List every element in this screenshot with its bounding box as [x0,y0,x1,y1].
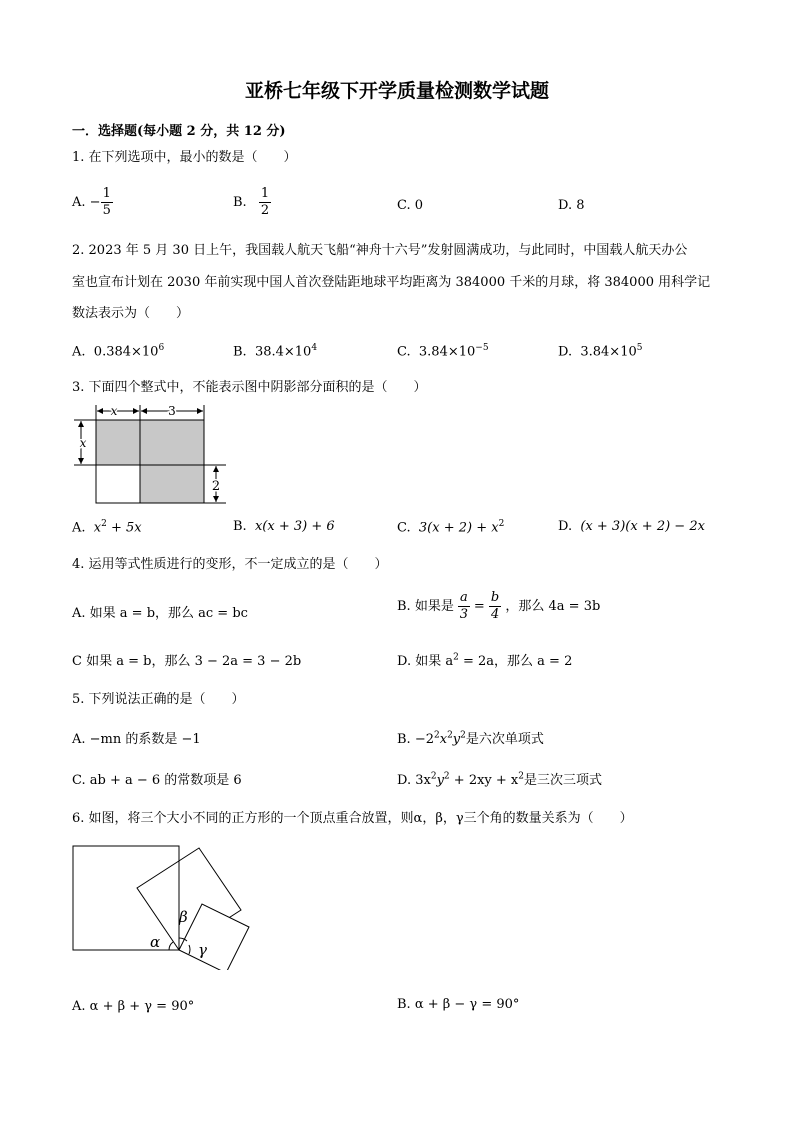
exponent: 2 [460,730,466,741]
q1-option-c: C. 0 [397,198,424,213]
angle-alpha-arc [169,942,173,950]
text: ，那么 4a = 3b [505,599,601,614]
option-label: C. [397,344,411,360]
question-1-stem: 1. 在下列选项中，最小的数是（ ） [72,150,297,165]
q4-option-d [397,650,572,669]
label-beta: β [179,908,188,926]
expr: 3.84×10 [580,344,637,360]
denominator: 4 [490,607,500,622]
text: B. −2 [397,732,434,747]
option-label: B. [233,519,247,534]
minus-sign: − [89,195,101,210]
section-heading: 一．选择题(每小题 2 分，共 12 分) [72,124,286,139]
text: B. 如果是 [397,599,454,614]
numerator: b [490,590,500,605]
option-label: D. [558,519,573,534]
exponent: 2 [443,771,450,782]
question-2-line-3: 数法表示为（ ） [72,306,190,321]
numerator: a [459,590,468,605]
expr: 3(x + 2) + x [418,520,499,536]
shaded-square [96,420,140,465]
label-3: 3 [168,404,176,418]
q3-option-a [72,519,142,535]
expr: x [93,520,102,536]
denominator: 3 [459,607,468,622]
denominator: 2 [260,203,270,218]
exponent: 2 [430,771,437,782]
q3-option-b [233,519,335,534]
question-2-line-2: 室也宣布计划在 2030 年前实现中国人首次登陆距地球平均距离为 384000 千米的月球，将 384000 用科学记 [72,275,711,290]
expr: 0.384×10 [93,344,159,360]
q1-option-b [233,186,271,219]
text: = 2a，那么 a = 2 [458,654,573,669]
exponent: 2 [498,519,505,529]
text: + 2xy + x [449,773,519,788]
exponent: 2 [518,771,524,782]
exponent: 2 [447,730,453,741]
q5-option-d [397,769,602,788]
q5-option-c: C. ab + a − 6 的常数项是 6 [72,773,242,788]
expr: 38.4×10 [254,344,312,360]
fraction [259,186,271,219]
question-5-stem: 5. 下列说法正确的是（ ） [72,692,245,707]
exponent: 2 [433,730,440,741]
option-label: A. [72,344,86,360]
label-x-left: x [79,436,87,450]
q4-option-b [397,590,600,623]
option-label: D. [558,344,573,360]
numerator: 1 [260,186,270,201]
q6-option-a: A. α + β + γ = 90° [72,999,195,1014]
shaded-rect-top [140,420,204,465]
exponent: 6 [158,343,165,353]
q6-option-b: B. α + β − γ = 90° [397,997,520,1012]
fraction [101,186,113,219]
question-6-stem: 6. 如图，将三个大小不同的正方形的一个顶点重合放置，则α，β，γ三个角的数量关系为（ ） [72,811,633,826]
fraction [489,590,501,623]
exponent: 2 [101,519,107,529]
q3-shaded-area-figure [70,400,230,510]
expr: 3.84×10 [418,344,476,360]
q1-option-a [72,186,113,219]
text: 是六次单项式 [465,732,544,747]
equals: = [473,599,485,614]
label-2: 2 [211,479,221,494]
question-3-stem: 3. 下面四个整式中，不能表示图中阴影部分面积的是（ ） [72,380,427,395]
text: y [452,732,461,747]
exponent: −5 [475,343,489,353]
q2-option-a [72,343,164,359]
q2-option-b [233,343,317,359]
expr: (x + 3)(x + 2) − 2x [580,519,705,534]
label-alpha: α [150,933,161,951]
exponent: 5 [636,343,643,353]
text: D. 如果 a [397,654,454,669]
question-2-line-1: 2. 2023 年 5 月 30 日上午，我国载人航天飞船“神舟十六号”发射圆满成功，与此同时，中国载人航天办公 [72,243,688,258]
option-label: A. [72,195,86,210]
option-label: B. [233,344,247,360]
text: x [439,732,448,747]
option-label: B. [233,195,247,210]
fraction [458,590,470,623]
exponent: 4 [311,343,318,353]
text: 是三次三项式 [523,773,602,788]
exponent: 2 [453,652,459,663]
label-gamma: γ [198,941,207,959]
q3-option-c [397,519,504,535]
option-label: A. [72,520,86,536]
page-title: 亚桥七年级下开学质量检测数学试题 [244,80,549,102]
q4-option-c: C 如果 a = b，那么 3 − 2a = 3 − 2b [72,654,302,669]
text: y [436,773,444,788]
label-x-top: x [110,404,118,418]
q3-option-d [558,519,705,534]
q5-option-b [397,728,544,747]
expr: x(x + 3) + 6 [254,519,335,534]
numerator: 1 [102,186,111,201]
q5-option-a: A. −mn 的系数是 −1 [72,732,201,747]
denominator: 5 [102,203,111,218]
q4-option-a: A. 如果 a = b，那么 ac = bc [72,606,248,621]
q1-option-d: D. 8 [558,198,585,213]
q2-option-d [558,343,642,359]
option-label: C. [397,520,411,536]
q6-three-squares-figure [65,840,265,970]
expr: + 5x [106,520,142,536]
question-4-stem: 4. 运用等式性质进行的变形，不一定成立的是（ ） [72,557,388,572]
q2-option-c [397,343,489,359]
text: D. 3x [397,773,431,788]
shaded-rect-bottom [140,465,204,503]
